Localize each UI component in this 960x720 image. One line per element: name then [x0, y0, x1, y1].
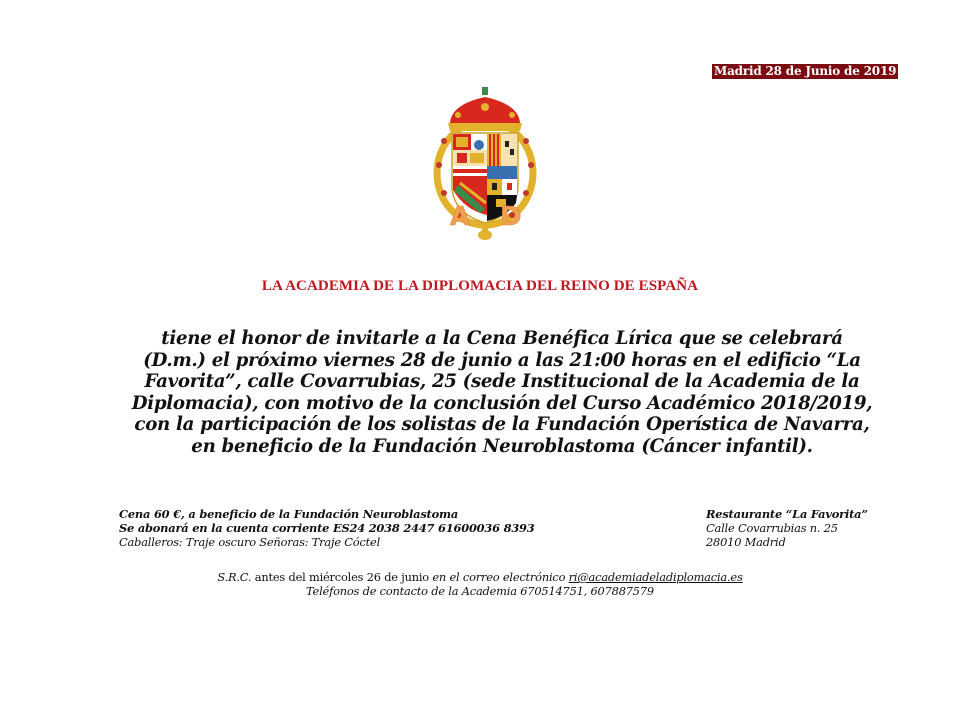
coat-of-arms-logo: [430, 85, 540, 245]
venue-name: Restaurante “La Favorita”: [706, 507, 868, 521]
date-badge: Madrid 28 de Junio de 2019: [714, 64, 897, 78]
invitation-line: (D.m.) el próximo viernes 28 de junio a las 21:00 horas en el edificio “La: [143, 349, 861, 371]
rsvp-line: [0, 570, 960, 584]
invitation-body: [100, 328, 904, 457]
dress-code: Caballeros: Traje oscuro Señoras: Traje Cóctel: [119, 535, 381, 549]
rsvp-footer: [0, 570, 960, 598]
email-link[interactable]: ri@academiadeladiplomacia.es: [568, 570, 743, 584]
invitation-line: en beneficio de la Fundación Neuroblastoma (Cáncer infantil).: [191, 435, 813, 457]
invitation-line: tiene el honor de invitarle a la Cena Benéfica Lírica que se celebrará: [161, 328, 843, 349]
phone-numbers: 670514751, 607887579: [520, 584, 654, 598]
bank-account-info: Se abonará en la cuenta corriente ES24 2038 2447 61600036 8393: [119, 521, 535, 535]
venue-street: Calle Covarrubias n. 25: [706, 521, 838, 535]
svg-text:D: D: [500, 202, 522, 232]
venue-details: [706, 507, 868, 549]
invitation-line: Diplomacia), con motivo de la conclusión del Curso Académico 2018/2019,: [131, 392, 873, 414]
royal-coat-of-arms-icon: [430, 85, 540, 245]
event-details: [119, 507, 535, 549]
rsvp-deadline: antes del miércoles 26 de junio: [251, 570, 433, 584]
price-info: Cena 60 €, a beneficio de la Fundación Neuroblastoma: [119, 507, 459, 521]
phones-label: Teléfonos de contacto de la Academia: [306, 584, 521, 598]
svg-text:A: A: [450, 202, 471, 232]
organization-title: LA ACADEMIA DE LA DIPLOMACIA DEL REINO DE ESPAÑA: [261, 278, 699, 294]
phones-line: [0, 584, 960, 598]
rsvp-prefix: S.R.C.: [217, 570, 252, 584]
venue-city: 28010 Madrid: [706, 535, 786, 549]
rsvp-email-label: en el correo electrónico: [432, 570, 569, 584]
invitation-line: con la participación de los solistas de la Fundación Operística de Navarra,: [134, 414, 870, 435]
invitation-line: Favorita”, calle Covarrubias, 25 (sede Institucional de la Academia de la: [144, 371, 860, 392]
